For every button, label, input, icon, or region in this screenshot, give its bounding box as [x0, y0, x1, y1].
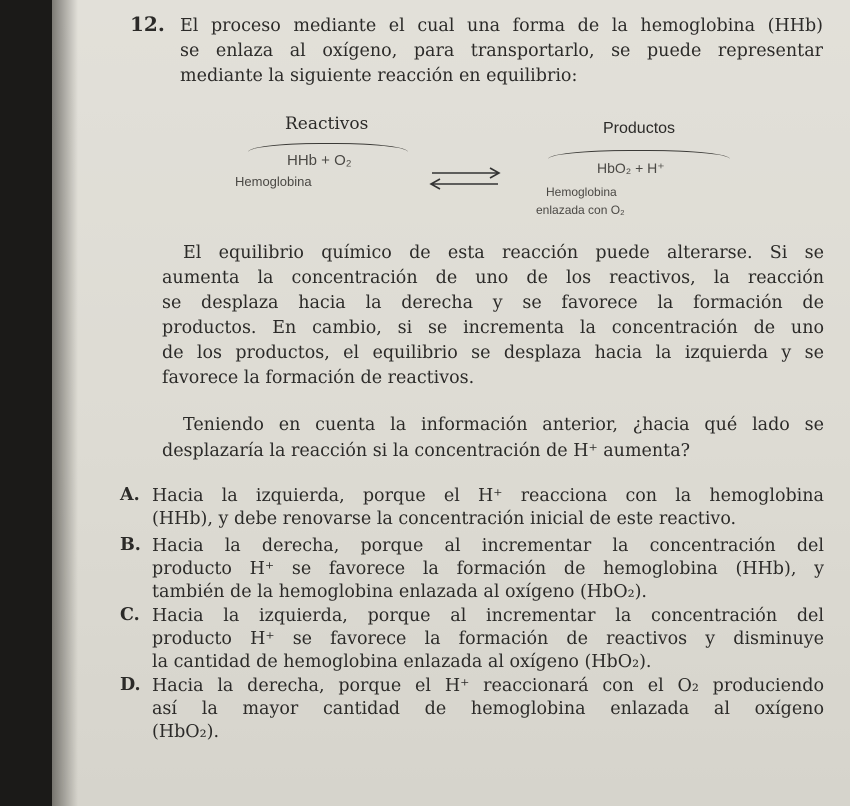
explanation-line-1: El equilibrio químico de esta reacción puede alterarse. Si se [183, 243, 824, 263]
reactants-brace [248, 143, 408, 152]
prompt-line-2: desplazaría la reacción si la concentración de H⁺ aumenta? [162, 441, 691, 461]
intro-line-1: El proceso mediante el cual una forma de la hemoglobina (HHb) [180, 16, 823, 36]
option-c-line-3: la cantidad de hemoglobina enlazada al oxígeno (HbO₂). [152, 652, 652, 672]
page-edge-shadow [52, 0, 78, 806]
option-d-letter: D. [120, 675, 141, 695]
document-page [52, 0, 850, 806]
option-a-letter: A. [120, 485, 140, 505]
option-c-line-1: Hacia la izquierda, porque al incrementar la concentración del [152, 606, 824, 626]
option-a-line-2: (HHb), y debe renovarse la concentración inicial de este reactivo. [152, 509, 737, 529]
option-b-letter: B. [120, 535, 141, 555]
products-label: Productos [603, 120, 676, 137]
explanation-line-4: productos. En cambio, si se incrementa la concentración de uno [162, 318, 824, 338]
option-b-line-1: Hacia la derecha, porque al incrementar la concentración del [152, 536, 824, 556]
question-number: 12. [130, 12, 165, 36]
intro-line-2: se enlaza al oxígeno, para transportarlo, se puede representar [180, 41, 823, 61]
option-b-line-2: producto H⁺ se favorece la formación de hemoglobina (HHb), y [152, 559, 824, 579]
products-brace [548, 150, 730, 159]
prompt-line-1: Teniendo en cuenta la información anterior, ¿hacia qué lado se [183, 415, 824, 435]
option-c-line-2: producto H⁺ se favorece la formación de reactivos y disminuye [152, 629, 824, 649]
explanation-line-6: favorece la formación de reactivos. [162, 368, 475, 388]
explanation-line-2: aumenta la concentración de uno de los reactivos, la reacción [162, 268, 824, 288]
intro-line-3: mediante la siguiente reacción en equilibrio: [180, 66, 578, 86]
products-name-1: Hemoglobina [546, 185, 617, 199]
reactants-formula: HHb + O₂ [287, 152, 352, 169]
equilibrium-arrows-icon [428, 165, 504, 191]
option-c-letter: C. [120, 605, 140, 625]
reactants-label: Reactivos [285, 114, 369, 134]
option-d-line-1: Hacia la derecha, porque el H⁺ reaccionará con el O₂ produciendo [152, 676, 824, 696]
option-d-line-3: (HbO₂). [152, 722, 220, 742]
reactants-name: Hemoglobina [235, 174, 312, 189]
explanation-line-5: de los productos, el equilibrio se desplaza hacia la izquierda y se [162, 343, 824, 363]
products-formula: HbO₂ + H⁺ [597, 160, 665, 176]
option-d-line-2: así la mayor cantidad de hemoglobina enlazada al oxígeno [152, 699, 824, 719]
explanation-line-3: se desplaza hacia la derecha y se favorece la formación de [162, 293, 824, 313]
option-b-line-3: también de la hemoglobina enlazada al oxígeno (HbO₂). [152, 582, 647, 602]
products-name-2: enlazada con O₂ [536, 203, 625, 217]
option-a-line-1: Hacia la izquierda, porque el H⁺ reacciona con la hemoglobina [152, 486, 824, 506]
